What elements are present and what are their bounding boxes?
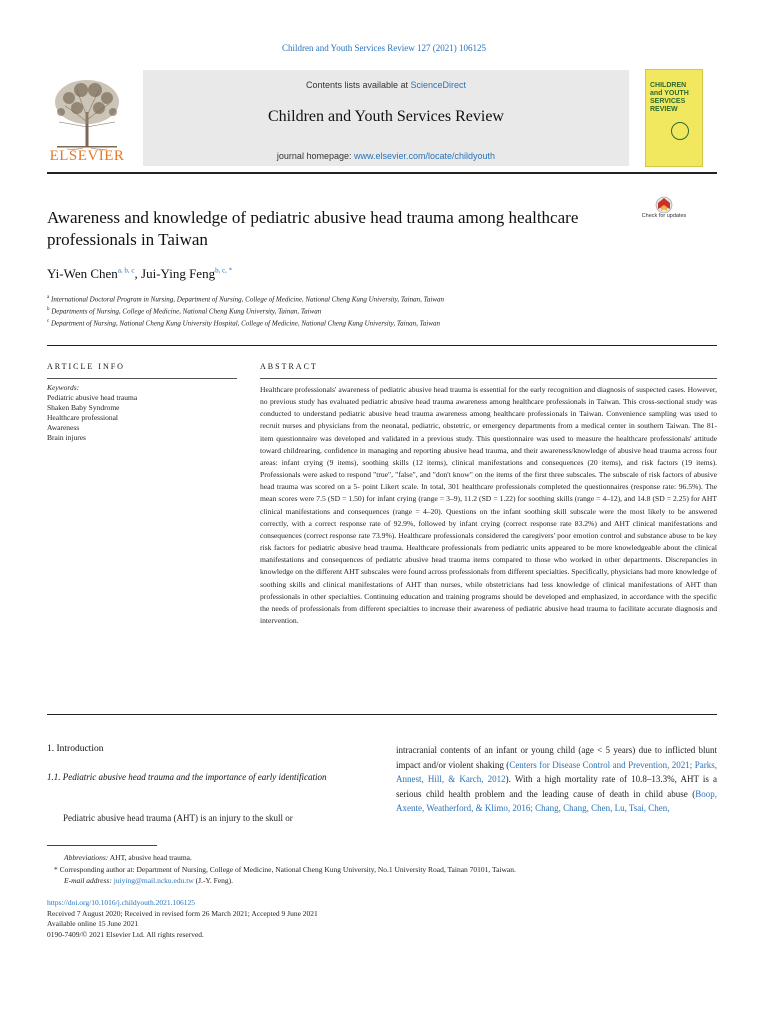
homepage-line [143, 151, 629, 161]
abstract-text: Healthcare professionals' awareness of pediatric abusive head trauma is essential for the early recognition and diagnosis of suspected cases. However, no previous study has evaluated pediatric abusive head trauma awareness among healthcare professionals in Taiwan. This cross-sectional study was conducted to understand pediatric abusive head trauma awareness among healthcare professionals in Taiwan. Convenience sampling was used to recruit nurses and physicians from the neonatal, pediatric, obstetric, or emergency departments from a medical center in southern Taiwan. The 81-item questionnaire was developed and validated in a previous study. This questionnaire was used to measure the healthcare professionals' attitude toward childrearing, confidence in managing and reporting abusive head trauma, and their awareness/knowledge of abusive head trauma across four areas: infant crying (9 items), soothing skills (12 items), clinical manifestations and consequences (20 items), and risk factors (19 items). Professionals were asked to respond "true", "false", and "don't know" on the items of the first three subscales. The subscale of risk factors of abusive head trauma was scored on a 5- point Likert scale. In total, 301 healthcare professionals completed the questionnaires (response rate: 96.5%). The mean scores were 7.5 (SD = 1.50) for infant crying (range = 3–9), 11.2 (SD = 1.22) for soothing skills (range = 4–12), and 14.8 (SD = 2.25) for AHT clinical manifestations and consequences (range = 4–20). Questions on the infant soothing skill subscale were the most likely to be answered correctly, with a correct response rate of 92.9%, followed by infant crying (correct response rate 83.2%) and AHT clinical manifestations and consequences (correct response rate 73.9%). Healthcare professionals considered the caregivers' poor emotion control and substance abuse to be key risk factors for pediatric abusive head trauma. Healthcare professionals from pediatric units appeared to be more knowledgeable about the clinical manifestations and consequences of pediatric abusive head trauma items compared to those who worked in other departments. Discrepancies in knowledge on the different AHT subscales were found across professionals from different specialties. Specifically, physicians had more knowledge of soothing skills and clinical manifestations of AHT than nurses, while obstetricians had less knowledge of clinical manifestations of AHT than professionals in other specialties. Continuing education and training programs should be developed and emphasized, in accordance with the specific the needs of professionals from different specialties to increase their awareness of pediatric abusive head trauma to facilitate accurate diagnosis and intervention. [260, 385, 717, 625]
section-heading: 1. Introduction [47, 744, 104, 754]
check-for-updates-label[interactable]: Check for updates [641, 213, 687, 219]
body-text: ). With a high mortality rate of 10.8–13.3%, AHT is a serious child health problem and the leading cause of death in child abuse ( [396, 774, 718, 799]
contents-prefix: Contents lists available at [305, 80, 411, 90]
bibliographic-info [47, 898, 717, 940]
email-note [47, 875, 717, 887]
corresponding-author-note [47, 864, 717, 876]
author-affiliation-marks[interactable]: b, c, * [215, 266, 233, 275]
article-title: Awareness and knowledge of pediatric abusive head trauma among healthcare professionals in Taiwan [47, 208, 579, 249]
citation-link[interactable]: Centers for Disease Control and Prevention, 2021; Parks, Annest, Hill, & Karch, 2012 [396, 759, 717, 785]
homepage-link[interactable]: www.elsevier.com/locate/childyouth [353, 151, 496, 161]
email-link[interactable]: juiying@mail.ncku.edu.tw [113, 876, 194, 886]
received-dates: Received 7 August 2020; Received in revised form 26 March 2021; Accepted 9 June 2021 [47, 908, 318, 918]
affiliation-text: Department of Nursing, National Cheng Kung University Hospital, College of Medicine, National Cheng Kung University, Tainan, Taiwan [50, 319, 440, 328]
keyword: Healthcare professional [47, 413, 119, 422]
body-text: intracranial contents of an infant or young child (age < 5 years) due to inflicted blunt impact and/or violent shaking ( [396, 745, 717, 770]
abbreviations-label: Abbreviations: [64, 853, 109, 862]
keyword: Brain injures [47, 433, 86, 442]
author-name[interactable]: Yi-Wen Chen [47, 266, 118, 281]
keywords-list [47, 383, 237, 443]
journal-cover-title: CHILDREN and YOUTH SERVICES REVIEW [650, 82, 689, 113]
citation-link[interactable]: Boop, Axente, Weatherford, & Klimo, 2016; Chang, Chang, Chen, Lu, Tsai, Chen, [396, 788, 717, 814]
cover-emblem-icon [671, 122, 689, 140]
journal-reference[interactable]: Children and Youth Services Review 127 (2021) 106125 [282, 43, 486, 53]
footnotes [47, 852, 717, 887]
right-column-paragraph [396, 743, 717, 816]
affiliation-divider [47, 345, 717, 346]
corresponding-text: Corresponding author at: Department of Nursing, College of Medicine, National Cheng Kung University, No.1 University Road, Tainan 70101, Taiwan. [57, 864, 516, 874]
affiliation [47, 319, 727, 327]
email-suffix: (J.-Y. Feng). [193, 876, 233, 886]
affiliation [47, 307, 727, 315]
author-affiliation-marks[interactable]: a, b, c [117, 266, 135, 275]
available-online-date: Available online 15 June 2021 [47, 919, 139, 928]
sciencedirect-link[interactable]: ScienceDirect [410, 80, 467, 90]
keywords-label: Keywords: [47, 383, 80, 392]
keyword: Shaken Baby Syndrome [47, 403, 120, 412]
affiliation-text: Departments of Nursing, College of Medicine, National Cheng Kung University, Tainan, Taiwan [51, 307, 322, 316]
keyword: Awareness [47, 423, 80, 432]
subsection-heading: 1.1. Pediatric abusive head trauma and the importance of early identification [47, 772, 327, 782]
doi-link[interactable]: https://doi.org/10.1016/j.childyouth.2021.106125 [47, 898, 195, 907]
abstract-heading: ABSTRACT [260, 362, 318, 371]
abbreviations-note [47, 852, 717, 864]
affiliation-mark: c [47, 319, 50, 324]
abbreviations-text: AHT, abusive head trauma. [108, 853, 192, 862]
header-divider [47, 172, 717, 174]
journal-title: Children and Youth Services Review [268, 108, 504, 125]
keyword: Pediatric abusive head trauma [47, 393, 138, 402]
affiliation-text: International Doctoral Program in Nursing, Department of Nursing, College of Medicine, National Cheng Kung University, Tainan, Taiwan [50, 295, 444, 304]
author-name[interactable]: Jui-Ying Feng [141, 266, 216, 281]
affiliation-mark: a [47, 295, 50, 300]
copyright-line: 0190-7409/© 2021 Elsevier Ltd. All rights reserved. [47, 929, 204, 939]
author-list [47, 266, 232, 282]
intro-paragraph: Pediatric abusive head trauma (AHT) is an injury to the skull or [63, 813, 293, 823]
homepage-prefix: journal homepage: [276, 151, 354, 161]
author-separator: , [134, 266, 142, 281]
publisher-logo-text: ELSEVIER [49, 148, 125, 164]
abstract-rule [260, 378, 717, 379]
article-info-rule [47, 378, 237, 379]
abstract-end-divider [47, 714, 717, 715]
article-info-heading: ARTICLE INFO [47, 362, 125, 371]
footnote-rule [47, 845, 157, 846]
affiliation-mark: b [47, 307, 50, 312]
contents-line [143, 80, 629, 90]
affiliation [47, 295, 727, 303]
email-label: E-mail address: [64, 876, 112, 886]
corresponding-mark: * [54, 864, 58, 874]
